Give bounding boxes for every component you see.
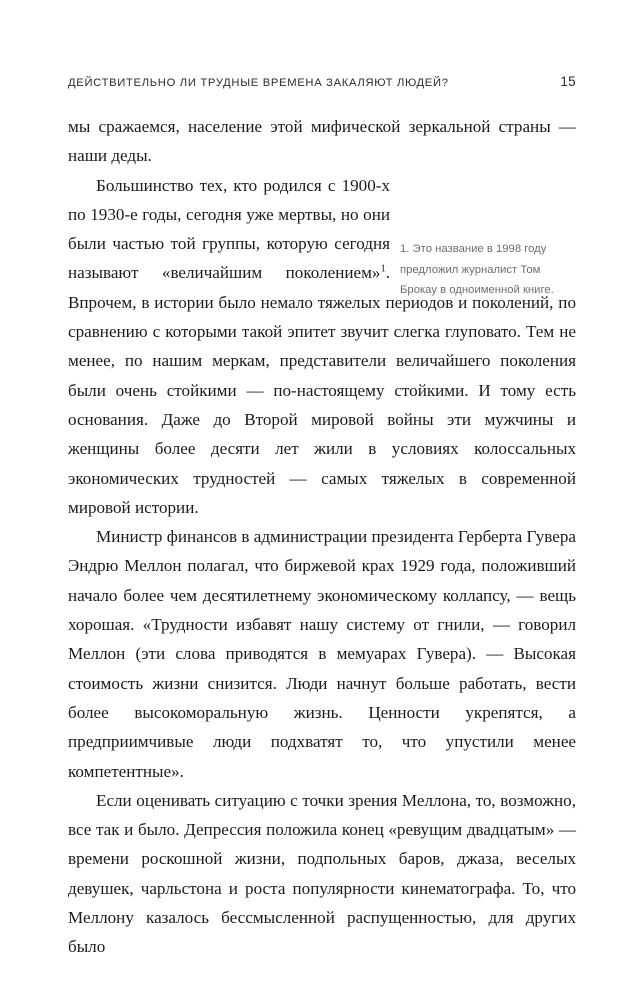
paragraph-3: Министр финансов в администрации президента Герберта Гувера Эндрю Меллон полагал, что биржевой крах 1929 года, положивший начало более чем десятилетнему экономическому коллапсу, — вещь хорошая. «Трудности избавят нашу систему от гнили, — говорил Меллон (эти слова приводятся в мемуарах Гувера). — Высокая стоимость жизни снизится. Люди начнут больше работать, вести более высокоморальную жизнь. Ценности укрепятся, а предприимчивые люди подхватят то, что упустили менее компетентные». [68,527,576,781]
paragraph-2-part-b: . Впрочем, в истории было немало тяжелых периодов и поколений, по сравнению с которыми такой эпитет звучит слегка глуповато. Тем не менее, по нашим меркам, представители величайшего поколения были очень стойкими — по-настоящему стойкими. И тому есть основания. Даже до Второй мировой войны эти мужчины и женщины более десяти лет жили в условиях колоссальных экономических трудностей — самых тяжелых в современной мировой истории. [68,263,576,517]
paragraph-4: Если оценивать ситуацию с точки зрения Меллона, то, возможно, все так и было. Депрессия положила конец «ревущим двадцатым» — времени роскошной жизни, подпольных баров, джаза, веселых девушек, чарльстона и роста популярности кинематографа. То, что Меллону казалось бессмысленной распущенностью, для других было [68,790,576,957]
paragraph-1: мы сражаемся, население этой мифической зеркальной страны — наши деды. [68,117,576,166]
paragraph-2-part-a: Большинство тех, кто родился с 1900-х по 1930-е годы, сегодня уже мертвы, но они были частью той группы, которую сегодня называют «величайшим поколением» [68,175,390,283]
footnote-marker: 1 [380,263,386,275]
page-number: 15 [560,74,576,89]
paragraph-2 [68,171,576,523]
running-head [68,74,576,89]
running-head-title: ДЕЙСТВИТЕЛЬНО ЛИ ТРУДНЫЕ ВРЕМЕНА ЗАКАЛЯЮТ ЛЮДЕЙ? [68,77,449,89]
sidenote: 1. Это название в 1998 году предложил журналист Том Брокау в одноименной книге. [400,243,554,296]
